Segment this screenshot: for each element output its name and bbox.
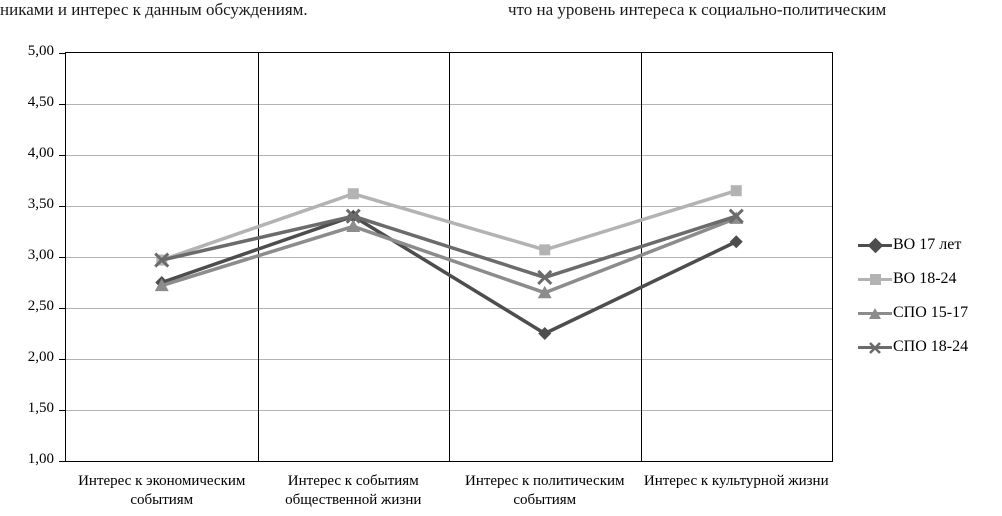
series-line [162,216,737,277]
legend-key-cross-icon [858,340,892,354]
plot-area [65,52,833,462]
text-fragment-right: что на уровень интереса к социально-политическим [508,0,887,19]
data-point-square [539,244,550,255]
data-point-square [348,188,359,199]
series-line [162,191,737,260]
line-chart [0,30,1002,516]
y-tick-label: 2,50 [27,298,54,314]
data-point-square [731,185,742,196]
x-category-label: Интерес к культурной жизни [643,473,829,489]
series-layer [66,53,832,461]
legend-item [858,228,998,262]
legend-item [858,296,998,330]
x-category-label: Интерес к событиям общественной жизни [285,473,422,509]
legend-label: СПО 15-17 [893,304,969,321]
y-tick-label: 2,00 [27,349,54,365]
y-tick-label: 5,00 [27,43,54,59]
y-tick-label: 1,00 [27,451,54,467]
legend-key-triangle-icon [858,306,892,320]
text-fragment-left: никами и интерес к данным обсуждениям. [0,0,308,19]
legend-item [858,330,998,364]
legend-label: СПО 18-24 [893,338,969,355]
legend-item [858,262,998,296]
legend-key-diamond-icon [858,238,892,252]
data-point-diamond [730,235,743,248]
y-tick-label: 4,00 [27,145,54,161]
x-category-label: Интерес к экономическим событиям [78,473,246,509]
legend-label: ВО 18-24 [893,270,957,287]
y-tick-label: 3,00 [27,247,54,263]
series-1 [155,210,743,340]
y-tick-label: 3,50 [27,196,54,212]
legend [858,228,998,364]
y-tick-label: 4,50 [27,94,54,110]
legend-key-square-icon [858,272,892,286]
legend-label: ВО 17 лет [893,236,962,253]
x-category-label: Интерес к политическим событиям [464,473,625,509]
series-line [162,216,737,333]
y-tick-label: 1,50 [27,400,54,416]
